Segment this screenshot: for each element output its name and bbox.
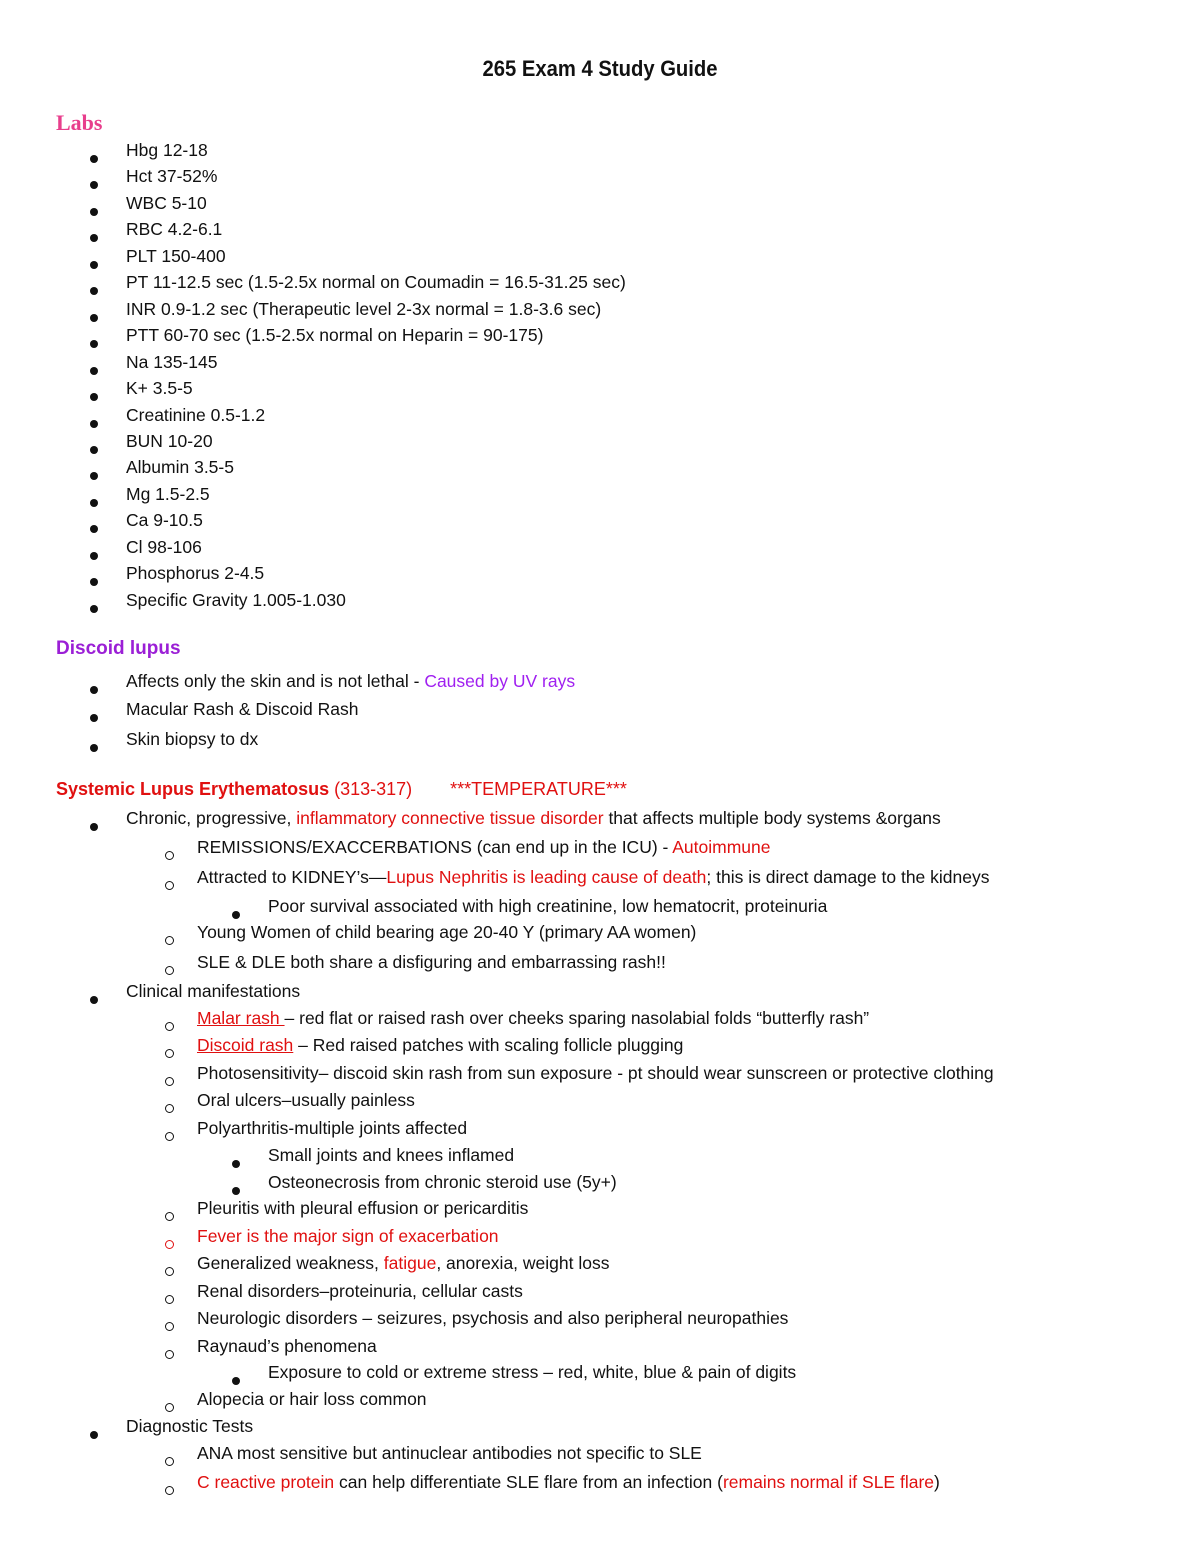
bullet-icon: [90, 996, 98, 1004]
bullet-icon: [90, 525, 98, 533]
bullet-icon: [90, 499, 98, 507]
list-item: Attracted to KIDNEY’s—Lupus Nephritis is leading cause of death; this is direct damage to the kidneys: [197, 866, 989, 888]
bullet-icon: [90, 1431, 98, 1439]
circle-bullet-icon: [165, 1350, 174, 1359]
list-item: Discoid rash – Red raised patches with scaling follicle plugging: [197, 1034, 683, 1056]
lab-item: [126, 430, 213, 452]
lab-item-text: Hbg 12-18: [126, 140, 208, 160]
bullet-icon: [90, 446, 98, 454]
list-item: Alopecia or hair loss common: [197, 1388, 427, 1410]
circle-bullet-icon: [165, 1322, 174, 1331]
circle-bullet-icon: [165, 966, 174, 975]
circle-bullet-icon: [165, 1267, 174, 1276]
lab-item: [126, 245, 226, 267]
list-item: Chronic, progressive, inflammatory connective tissue disorder that affects multiple body systems &organs: [126, 807, 941, 829]
bullet-icon: [90, 420, 98, 428]
lab-item-text: Albumin 3.5-5: [126, 457, 234, 477]
bullet-icon: [232, 911, 240, 919]
list-item: Small joints and knees inflamed: [268, 1144, 514, 1166]
bullet-icon: [90, 314, 98, 322]
lab-item: [126, 562, 264, 584]
lab-item: [126, 536, 202, 558]
lab-item-text: K+ 3.5-5: [126, 378, 193, 398]
lab-item-text: PLT 150-400: [126, 246, 226, 266]
lab-item-text: WBC 5-10: [126, 193, 207, 213]
circle-bullet-icon: [165, 1403, 174, 1412]
lab-item-text: Creatinine 0.5-1.2: [126, 405, 266, 425]
bullet-icon: [90, 823, 98, 831]
lab-item: [126, 271, 626, 293]
lab-item-text: PT 11-12.5 sec (1.5-2.5x normal on Coumadin = 16.5-31.25 sec): [126, 272, 626, 292]
lab-item-text: Mg 1.5-2.5: [126, 484, 210, 504]
list-item: Exposure to cold or extreme stress – red, white, blue & pain of digits: [268, 1361, 796, 1383]
list-item: Diagnostic Tests: [126, 1415, 253, 1437]
list-item: Renal disorders–proteinuria, cellular casts: [197, 1280, 523, 1302]
bullet-icon: [90, 181, 98, 189]
circle-bullet-icon: [165, 881, 174, 890]
lab-item-text: Specific Gravity 1.005-1.030: [126, 590, 346, 610]
circle-bullet-icon: [165, 1240, 174, 1249]
lab-item-text: Na 135-145: [126, 352, 218, 372]
bullet-icon: [90, 287, 98, 295]
circle-bullet-icon: [165, 1295, 174, 1304]
circle-bullet-icon: [165, 1022, 174, 1031]
lab-item: [126, 192, 207, 214]
list-item: Pleuritis with pleural effusion or pericarditis: [197, 1197, 528, 1219]
lab-item: [126, 324, 543, 346]
lab-item: [126, 298, 601, 320]
lab-item: [126, 351, 217, 373]
list-item: C reactive protein can help differentiate SLE flare from an infection (remains normal if SLE flare): [197, 1471, 940, 1493]
lab-item: [126, 404, 265, 426]
bullet-icon: [90, 208, 98, 216]
circle-bullet-icon: [165, 1077, 174, 1086]
lab-item: [126, 589, 346, 611]
list-item: Poor survival associated with high creatinine, low hematocrit, proteinuria: [268, 895, 827, 917]
bullet-icon: [232, 1377, 240, 1385]
lab-item: [126, 377, 193, 399]
bullet-icon: [90, 472, 98, 480]
bullet-icon: [232, 1187, 240, 1195]
page-title: 265 Exam 4 Study Guide: [482, 56, 718, 81]
lab-item-text: Cl 98-106: [126, 537, 202, 557]
list-item: ANA most sensitive but antinuclear antibodies not specific to SLE: [197, 1442, 702, 1464]
sle-heading: Systemic Lupus Erythematosus (313-317) ***TEMPERATURE***: [56, 779, 627, 799]
bullet-icon: [90, 367, 98, 375]
circle-bullet-icon: [165, 1457, 174, 1466]
lab-item-text: BUN 10-20: [126, 431, 213, 451]
list-item: Generalized weakness, fatigue, anorexia, weight loss: [197, 1252, 609, 1274]
list-item: Skin biopsy to dx: [126, 728, 258, 750]
lab-item: [126, 165, 217, 187]
circle-bullet-icon: [165, 851, 174, 860]
lab-item-text: RBC 4.2-6.1: [126, 219, 223, 239]
circle-bullet-icon: [165, 936, 174, 945]
bullet-icon: [90, 552, 98, 560]
list-item: Photosensitivity– discoid skin rash from sun exposure - pt should wear sunscreen or protective clothing: [197, 1062, 994, 1084]
list-item: Macular Rash & Discoid Rash: [126, 698, 358, 720]
lab-item: [126, 139, 208, 161]
circle-bullet-icon: [165, 1132, 174, 1141]
discoid-lupus-heading: Discoid lupus: [56, 638, 181, 659]
circle-bullet-icon: [165, 1104, 174, 1113]
labs-heading: Labs: [56, 110, 103, 135]
list-item: Oral ulcers–usually painless: [197, 1089, 415, 1111]
lab-item-text: Hct 37-52%: [126, 166, 218, 186]
lab-item: [126, 483, 210, 505]
list-item: Affects only the skin and is not lethal - Caused by UV rays: [126, 670, 575, 692]
bullet-icon: [90, 155, 98, 163]
circle-bullet-icon: [165, 1212, 174, 1221]
list-item: Fever is the major sign of exacerbation: [197, 1225, 499, 1247]
lab-item-text: Ca 9-10.5: [126, 510, 203, 530]
bullet-icon: [90, 234, 98, 242]
list-item: Osteonecrosis from chronic steroid use (5y+): [268, 1171, 617, 1193]
lab-item: [126, 218, 222, 240]
lab-item: [126, 509, 203, 531]
list-item: Raynaud’s phenomena: [197, 1335, 377, 1357]
list-item: Polyarthritis-multiple joints affected: [197, 1117, 467, 1139]
bullet-icon: [90, 605, 98, 613]
lab-item-text: INR 0.9-1.2 sec (Therapeutic level 2-3x normal = 1.8-3.6 sec): [126, 299, 602, 319]
bullet-icon: [90, 393, 98, 401]
bullet-icon: [90, 714, 98, 722]
bullet-icon: [90, 744, 98, 752]
list-item: REMISSIONS/EXACCERBATIONS (can end up in the ICU) - Autoimmune: [197, 836, 771, 858]
lab-item: [126, 456, 234, 478]
lab-item-text: Phosphorus 2-4.5: [126, 563, 265, 583]
list-item: Young Women of child bearing age 20-40 Y (primary AA women): [197, 921, 696, 943]
list-item: SLE & DLE both share a disfiguring and embarrassing rash!!: [197, 951, 666, 973]
bullet-icon: [232, 1160, 240, 1168]
bullet-icon: [90, 578, 98, 586]
circle-bullet-icon: [165, 1049, 174, 1058]
list-item: Clinical manifestations: [126, 980, 300, 1002]
list-item: Neurologic disorders – seizures, psychosis and also peripheral neuropathies: [197, 1307, 788, 1329]
bullet-icon: [90, 686, 98, 694]
bullet-icon: [90, 340, 98, 348]
bullet-icon: [90, 261, 98, 269]
list-item: Malar rash – red flat or raised rash over cheeks sparing nasolabial folds “butterfly rash”: [197, 1007, 869, 1029]
lab-item-text: PTT 60-70 sec (1.5-2.5x normal on Heparin = 90-175): [126, 325, 544, 345]
circle-bullet-icon: [165, 1486, 174, 1495]
